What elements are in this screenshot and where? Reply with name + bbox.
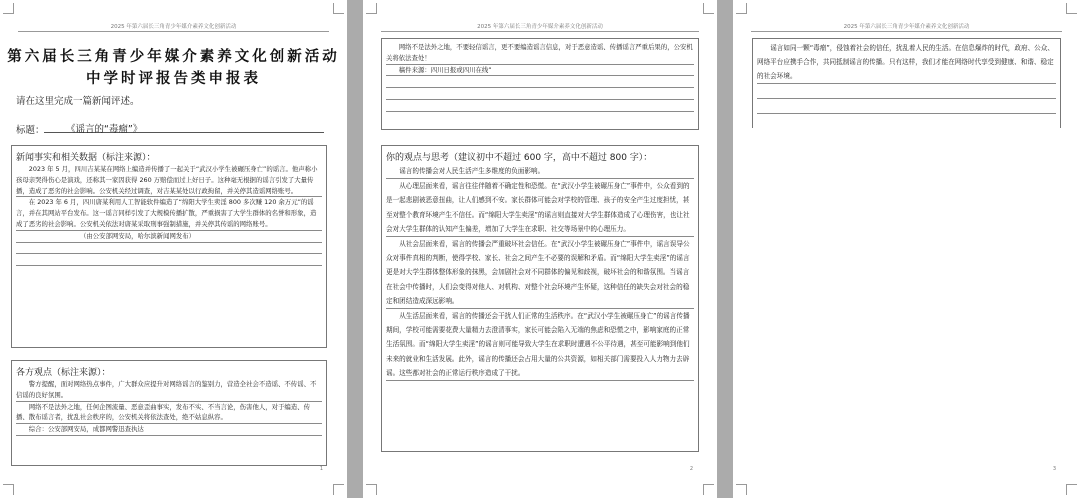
- news-facts-box[interactable]: [11, 145, 327, 348]
- news-facts-text: [12, 164, 326, 266]
- page-title: 第六届长三角青少年媒介素养文化创新活动: [7, 48, 340, 65]
- page-number: 2: [689, 466, 693, 472]
- paragraph: 网络不是法外之地，不要轻信谣言，更不要编造谣言信息，对于恶意造谣、传播谣言严重后果的，公安机关将依法查处！: [386, 42, 694, 65]
- crop-mark: [333, 484, 344, 495]
- crop-mark: [3, 484, 14, 495]
- topic-label: 标题：: [16, 125, 45, 136]
- crop-mark: [1066, 484, 1077, 495]
- paragraph: 稿件来源：四川日报或四川在线”: [386, 65, 694, 77]
- topic-value[interactable]: 《谣言的“毒瘤”》: [66, 124, 143, 135]
- document-page-1: [0, 0, 347, 498]
- page-subtitle: 中学时评报告类申报表: [86, 70, 261, 87]
- instruction-text: 请在这里完成一篇新闻评述。: [16, 96, 140, 107]
- opinion-box[interactable]: [381, 145, 699, 452]
- header-divider: [751, 31, 1062, 32]
- source-line: （由公安部网安局，哈尔滨新闻网发布）: [16, 231, 322, 243]
- header-divider: [18, 31, 329, 32]
- document-page-3: [733, 0, 1080, 498]
- opinion-text-continued: [757, 41, 1056, 114]
- page-number: 3: [1052, 466, 1056, 472]
- opinion-title: 你的观点与思考（建议初中不超过 600 字，高中不超过 800 字）：: [386, 153, 653, 163]
- paragraph: 网络不是法外之地，任何企图流量、恶意歪曲事实，发布不实、不当言论，伤害他人，对于编造、传播、散布谣言者，扰乱社会秩序的，公安机关将依法查处，绝不姑息纵容。: [16, 402, 322, 425]
- views-box-continued[interactable]: [381, 38, 699, 130]
- blank-line: [16, 254, 322, 266]
- views-box[interactable]: [11, 360, 327, 466]
- blank-line: [16, 243, 322, 255]
- crop-mark: [703, 3, 714, 14]
- blank-line: [386, 76, 694, 88]
- crop-mark: [736, 484, 747, 495]
- paragraph: 在 2023 年 6 月，四川唐某利用人工智能软件编造了“绵阳大学生卖淫 800 多次赚 120 余万元”的谣言，并在其网站平台发布。这一谣言同样引发了大规模传播扩散，严重损害了大学生群体的名誉和形象，造成了恶劣的社会影响。公安机关依法对唐某采取刑事强制措施，并关停其传谣的网络账号。: [16, 197, 322, 230]
- paragraph: 从心理层面来看，谣言往往伴随着不确定性和恐慌。在“武汉小学生被碾压身亡”事件中，公众看到的是一起悲剧被恶意扭曲，让人们感到不安。家长群体可能会对学校的管理、孩子的安全产生过度担忧，甚至对整个教育环境产生不信任。而“绵阳大学生卖淫”的谣言则直接对大学生群体造成了心理伤害，也让社会对大学生群体的认知产生偏差，增加了大学生在求职、社交等场景中的心理压力。: [386, 179, 694, 237]
- paragraph: 2023 年 5 月，四川吉某某在网络上编造并传播了一起关于“武汉小学生被碾压身亡”的谣言。他声称小孩母亲哭得伤心是演戏，还称其一家因获得 260 万赔偿而过上好日子。这种毫无根据的谣言引发了大量传播，造成了恶劣的社会影响。公安机关经过调查，对吉某某处以行政拘留，并关停其造谣网络账号。: [16, 164, 322, 197]
- paragraph: 谣言的传播会对人民生活产生多维度的负面影响。: [386, 164, 694, 179]
- header-divider: [381, 31, 699, 32]
- crop-mark: [366, 484, 377, 495]
- views-text: [12, 379, 326, 436]
- page-header: 2025 年第六届长三角青少年媒介素养文化创新活动: [110, 24, 237, 30]
- news-facts-title: 新闻事实和相关数据（标注来源）：: [16, 153, 156, 163]
- blank-line: [386, 100, 694, 112]
- views-text-continued: [382, 39, 698, 112]
- blank-line: [386, 88, 694, 100]
- document-page-2: [363, 0, 717, 498]
- crop-mark: [703, 484, 714, 495]
- paragraph: 综合：公安部网安局，成都网警迅查执达: [16, 424, 322, 436]
- paragraph: 从社会层面来看，谣言的传播会严重破坏社会信任。在“武汉小学生被碾压身亡”事件中，谣言误导公众对事件真相的判断，使得学校、家长、社会之间产生不必要的误解和矛盾。而“绵阳大学生卖淫”的谣言更是对大学生群体整体形象的抹黑，会加剧社会对不同群体的偏见和歧视，破坏社会的和谐氛围。当谣言在社会中传播时，人们会变得对他人、对机构、对整个社会环境产生怀疑，这种信任的缺失会对社会的稳定和团结造成深远影响。: [386, 237, 694, 309]
- views-title: 各方观点（标注来源）：: [16, 368, 111, 378]
- paragraph: 谣言如同一颗“毒瘤”，侵蚀着社会的信任，扰乱着人民的生活。在信息爆炸的时代，政府、公众、网络平台应携手合作，共同抵制谣言的传播。只有这样，我们才能在网络时代享受到健康、和谐、稳定的社会环境。: [757, 41, 1056, 84]
- crop-mark: [1066, 3, 1077, 14]
- page-number: 1: [319, 466, 323, 472]
- blank-line: [757, 99, 1056, 114]
- paragraph: 从生活层面来看，谣言的传播还会干扰人们正常的生活秩序。在“武汉小学生被碾压身亡”的谣言传播期间，学校可能需要花费大量精力去澄清事实，家长可能会陷入无端的焦虑和恐慌之中，影响家庭的正常生活氛围。而“绵阳大学生卖淫”的谣言则可能导致大学生在求职时遭遇不公平待遇，甚至可能影响到他们未来的就业和生活发展。此外，谣言的传播还会占用大量的公共资源，如相关部门需要投入人力物力去辟谣。这些都对社会的正常运行秩序造成了干扰。: [386, 309, 694, 381]
- crop-mark: [736, 3, 747, 14]
- crop-mark: [3, 3, 14, 14]
- blank-line: [757, 84, 1056, 99]
- opinion-text: [382, 164, 698, 381]
- opinion-box-continued[interactable]: [752, 38, 1061, 128]
- page-header: 2025 年第六届长三角青少年媒介素养文化创新活动: [843, 24, 970, 30]
- crop-mark: [366, 3, 377, 14]
- page-header: 2025 年第六届长三角青少年媒介素养文化创新活动: [477, 24, 603, 30]
- crop-mark: [333, 3, 344, 14]
- paragraph: 警方提醒，面对网络热点事件，广大群众应提升对网络谣言的鉴别力，营造全社会不造谣、不传谣、不信谣的良好氛围。: [16, 379, 322, 402]
